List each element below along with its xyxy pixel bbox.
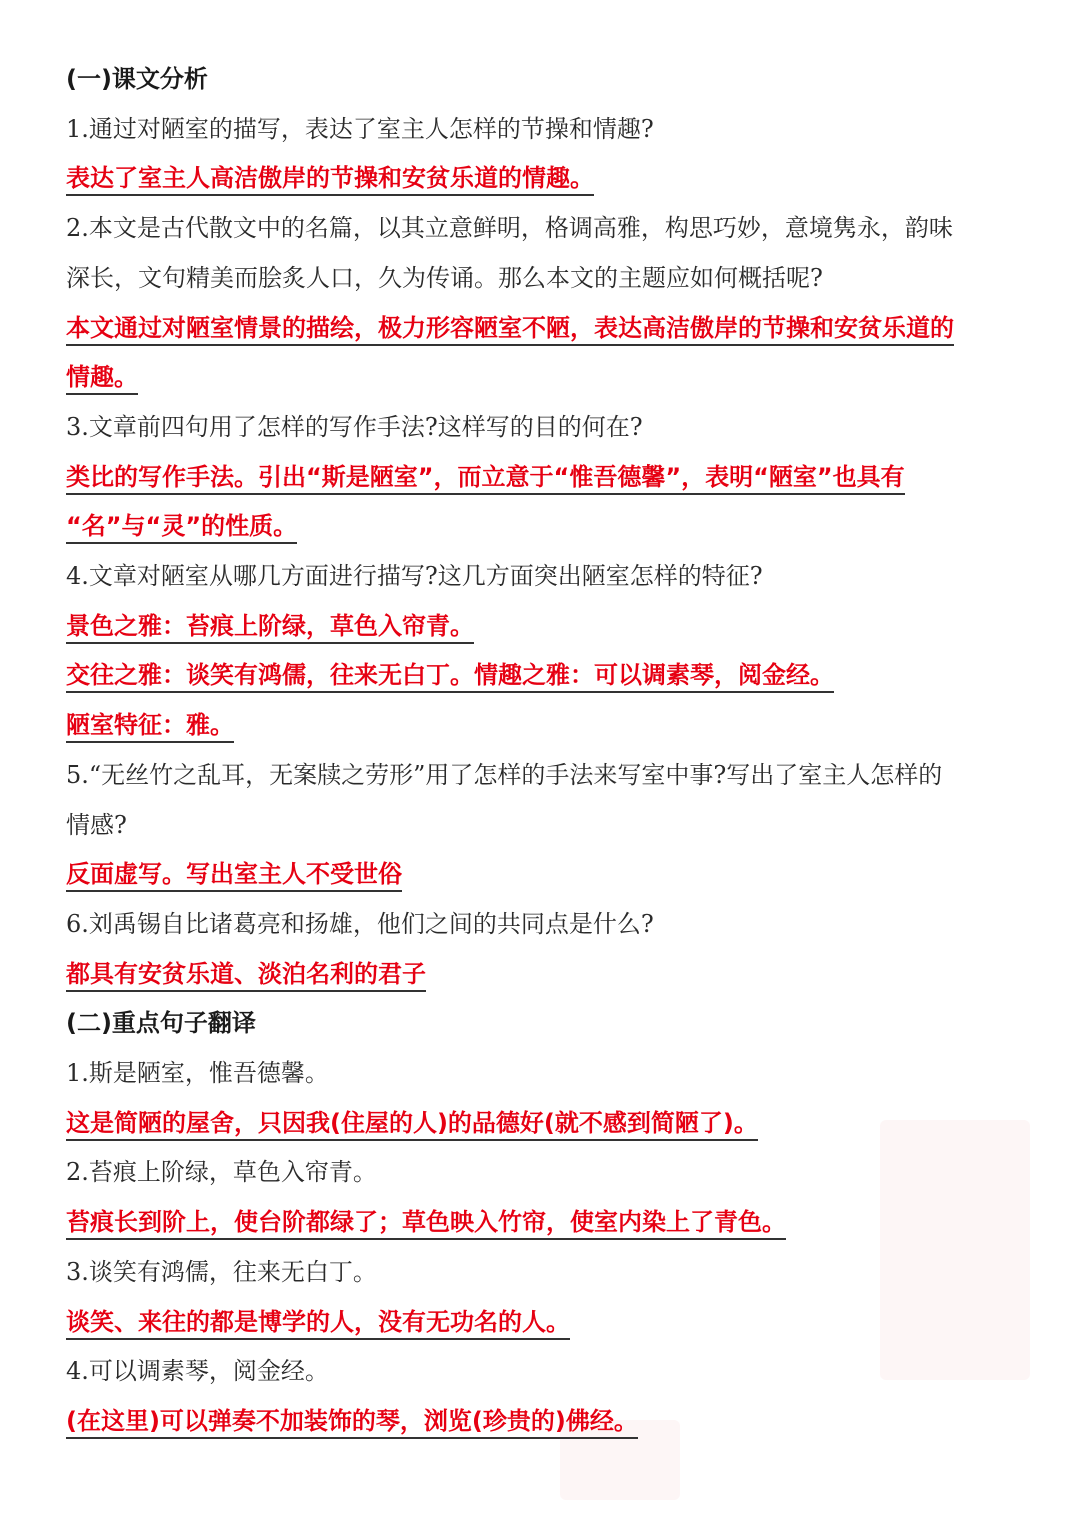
answer-3-line-1-text: 类比的写作手法。引出“斯是陋室”，而立意于“惟吾德馨”，表明“陋室”也具有 xyxy=(66,463,905,495)
question-5-line-2: 情感? xyxy=(66,810,127,839)
sentence-1: 1.斯是陋室，惟吾德馨。 xyxy=(66,1059,329,1088)
question-5-line-1: 5.“无丝竹之乱耳，无案牍之劳形”用了怎样的手法来写室中事?写出了室主人怎样的 xyxy=(66,760,943,789)
answer-4-social-text: 交往之雅：谈笑有鸿儒，往来无白丁。情趣之雅：可以调素琴，阅金经。 xyxy=(66,661,834,693)
answer-2-line-1-text: 本文通过对陋室情景的描绘，极力形容陋室不陋，表达高洁傲岸的节操和安贫乐道的 xyxy=(66,314,954,346)
answer-1 xyxy=(66,154,1026,204)
section-heading-translation: (二)重点句子翻译 xyxy=(66,1009,256,1038)
translation-1 xyxy=(66,1099,1026,1149)
translation-2-text: 苔痕长到阶上，使台阶都绿了；草色映入竹帘，使室内染上了青色。 xyxy=(66,1208,786,1240)
document-page xyxy=(66,55,1026,1447)
question-4: 4.文章对陋室从哪几方面进行描写?这几方面突出陋室怎样的特征? xyxy=(66,562,763,591)
sentence-2: 2.苔痕上阶绿，草色入帘青。 xyxy=(66,1158,377,1187)
translation-3-text: 谈笑、来往的都是博学的人，没有无功名的人。 xyxy=(66,1308,570,1340)
answer-5 xyxy=(66,850,1026,900)
answer-5-text: 反面虚写。写出室主人不受世俗 xyxy=(66,860,402,892)
question-2-line-1: 2.本文是古代散文中的名篇，以其立意鲜明，格调高雅，构思巧妙，意境隽永，韵味 xyxy=(66,214,953,243)
translation-1-text: 这是简陋的屋舍，只因我(住屋的人)的品德好(就不感到简陋了)。 xyxy=(66,1109,758,1141)
answer-1-text: 表达了室主人高洁傲岸的节操和安贫乐道的情趣。 xyxy=(66,164,594,196)
translation-2 xyxy=(66,1198,1026,1248)
question-3: 3.文章前四句用了怎样的写作手法?这样写的目的何在? xyxy=(66,412,643,441)
sentence-3: 3.谈笑有鸿儒，往来无白丁。 xyxy=(66,1257,377,1286)
question-6: 6.刘禹锡自比诸葛亮和扬雄，他们之间的共同点是什么? xyxy=(66,909,654,938)
answer-2-line-2-text: 情趣。 xyxy=(66,363,138,395)
translation-4 xyxy=(66,1397,1026,1447)
answer-2-line-2 xyxy=(66,353,1026,403)
answer-4-feature xyxy=(66,701,1026,751)
question-1: 1.通过对陋室的描写，表达了室主人怎样的节操和情趣? xyxy=(66,114,654,143)
answer-3-line-2-text: “名”与“灵”的性质。 xyxy=(66,512,297,544)
translation-4-text: (在这里)可以弹奏不加装饰的琴，浏览(珍贵的)佛经。 xyxy=(66,1407,638,1439)
answer-2-line-1 xyxy=(66,304,1026,354)
sentence-4: 4.可以调素琴，阅金经。 xyxy=(66,1357,329,1386)
translation-3 xyxy=(66,1298,1026,1348)
answer-6 xyxy=(66,950,1026,1000)
answer-3-line-2 xyxy=(66,502,1026,552)
answer-4-feature-text: 陋室特征：雅。 xyxy=(66,711,234,743)
answer-6-text: 都具有安贫乐道、淡泊名利的君子 xyxy=(66,960,426,992)
answer-4-scenery xyxy=(66,602,1026,652)
answer-4-scenery-text: 景色之雅：苔痕上阶绿，草色入帘青。 xyxy=(66,612,474,644)
answer-4-social xyxy=(66,651,1026,701)
question-2-line-2: 深长，文句精美而脍炙人口，久为传诵。那么本文的主题应如何概括呢? xyxy=(66,263,823,292)
section-heading-analysis: (一)课文分析 xyxy=(66,65,208,93)
answer-3-line-1 xyxy=(66,453,1026,503)
